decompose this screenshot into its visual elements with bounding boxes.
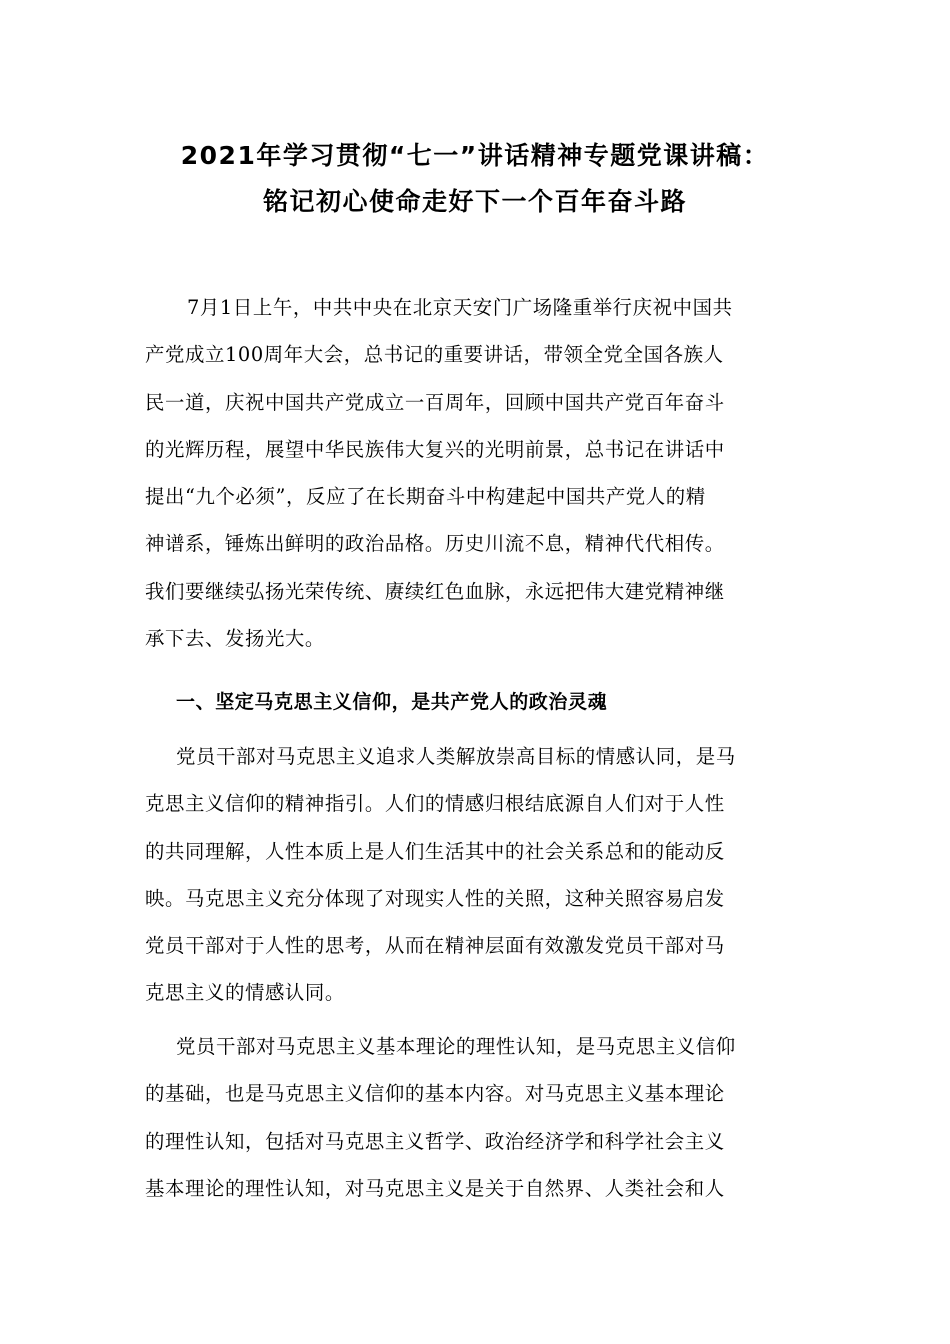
document-title-line-2: 铭记初心使命走好下一个百年奋斗路	[262, 187, 687, 216]
paragraph-line: 7月1日上午，中共中央在北京天安门广场隆重举行庆祝中国共	[187, 296, 733, 319]
paragraph-line: 产党成立100周年大会，总书记的重要讲话，带领全党全国各族人	[145, 343, 724, 367]
paragraph-line: 基本理论的理性认知，对马克思主义是关于自然界、人类社会和人	[145, 1176, 725, 1200]
document-title-line-1: 2021年学习贯彻“七一”讲话精神专题党课讲稿：	[180, 141, 770, 170]
paragraph-line: 党员干部对于人性的思考，从而在精神层面有效激发党员干部对马	[145, 934, 725, 958]
paragraph-line: 党员干部对马克思主义追求人类解放崇高目标的情感认同，是马	[176, 745, 736, 768]
paragraph-line: 神谱系，锤炼出鲜明的政治品格。历史川流不息，精神代代相传。	[145, 532, 725, 556]
paragraph-line: 的理性认知，包括对马克思主义哲学、政治经济学和科学社会主义	[145, 1129, 725, 1153]
paragraph-line: 提出“九个必须”，反应了在长期奋斗中构建起中国共产党人的精	[145, 485, 706, 509]
paragraph-line: 映。马克思主义充分体现了对现实人性的关照，这种关照容易启发	[145, 886, 725, 910]
paragraph-line: 克思主义的情感认同。	[145, 981, 345, 1005]
paragraph-line: 承下去、发扬光大。	[145, 627, 325, 651]
paragraph-intro	[145, 284, 805, 662]
paragraph-line: 克思主义信仰的精神指引。人们的情感归根结底源自人们对于人性	[145, 792, 725, 816]
section-heading-1: 一、坚定马克思主义信仰，是共产党人的政治灵魂	[176, 691, 608, 713]
paragraph-section1-a	[145, 733, 805, 1017]
paragraph-line: 的光辉历程，展望中华民族伟大复兴的光明前景，总书记在讲话中	[145, 437, 725, 461]
paragraph-line: 我们要继续弘扬光荣传统、赓续红色血脉，永远把伟大建党精神继	[145, 579, 725, 603]
paragraph-line: 的共同理解，人性本质上是人们生活其中的社会关系总和的能动反	[145, 839, 725, 863]
paragraph-line: 的基础，也是马克思主义信仰的基本内容。对马克思主义基本理论	[145, 1082, 725, 1106]
paragraph-section1-b	[145, 1023, 805, 1212]
paragraph-line: 民一道，庆祝中国共产党成立一百周年，回顾中国共产党百年奋斗	[145, 390, 725, 414]
paragraph-line: 党员干部对马克思主义基本理论的理性认知，是马克思主义信仰	[176, 1035, 736, 1058]
